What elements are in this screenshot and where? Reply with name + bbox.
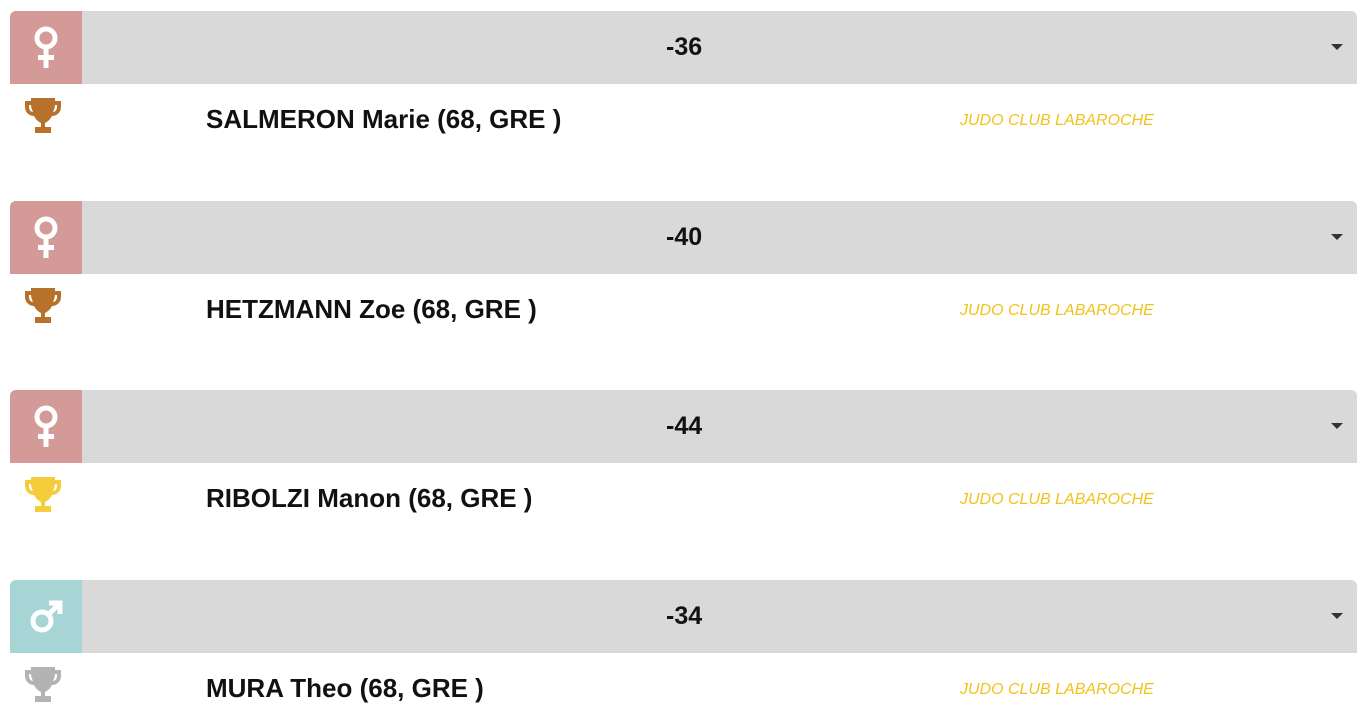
club-name: JUDO CLUB LABAROCHE <box>960 491 1154 508</box>
category-label: -40 <box>666 223 703 251</box>
club-name: JUDO CLUB LABAROCHE <box>960 302 1154 319</box>
gender-badge <box>10 11 82 84</box>
result-row <box>10 463 1357 543</box>
caret-down-icon[interactable] <box>1331 613 1343 619</box>
category-group <box>10 580 1357 706</box>
category-header[interactable] <box>10 11 1357 84</box>
trophy-icon <box>24 664 62 704</box>
caret-down-icon[interactable] <box>1331 423 1343 429</box>
category-label: -36 <box>666 33 703 61</box>
club-name: JUDO CLUB LABAROCHE <box>960 681 1154 698</box>
category-group <box>10 390 1357 543</box>
result-row <box>10 653 1357 706</box>
athlete-name: RIBOLZI Manon (68, GRE ) <box>206 483 533 513</box>
female-icon <box>32 405 60 449</box>
female-icon <box>32 26 60 70</box>
category-group <box>10 11 1357 164</box>
result-row <box>10 274 1357 354</box>
caret-down-icon[interactable] <box>1331 44 1343 50</box>
gender-badge <box>10 580 82 653</box>
athlete-name: HETZMANN Zoe (68, GRE ) <box>206 294 537 324</box>
result-row <box>10 84 1357 164</box>
caret-down-icon[interactable] <box>1331 234 1343 240</box>
trophy-icon <box>24 285 62 325</box>
female-icon <box>32 216 60 260</box>
male-icon <box>29 600 63 634</box>
category-group <box>10 201 1357 354</box>
gender-badge <box>10 201 82 274</box>
athlete-name: MURA Theo (68, GRE ) <box>206 673 484 703</box>
category-header[interactable] <box>10 201 1357 274</box>
category-header[interactable] <box>10 580 1357 653</box>
category-label: -34 <box>666 602 703 630</box>
trophy-icon <box>24 474 62 514</box>
club-name: JUDO CLUB LABAROCHE <box>960 112 1154 129</box>
category-label: -44 <box>666 412 703 440</box>
gender-badge <box>10 390 82 463</box>
athlete-name: SALMERON Marie (68, GRE ) <box>206 104 562 134</box>
trophy-icon <box>24 95 62 135</box>
category-header[interactable] <box>10 390 1357 463</box>
